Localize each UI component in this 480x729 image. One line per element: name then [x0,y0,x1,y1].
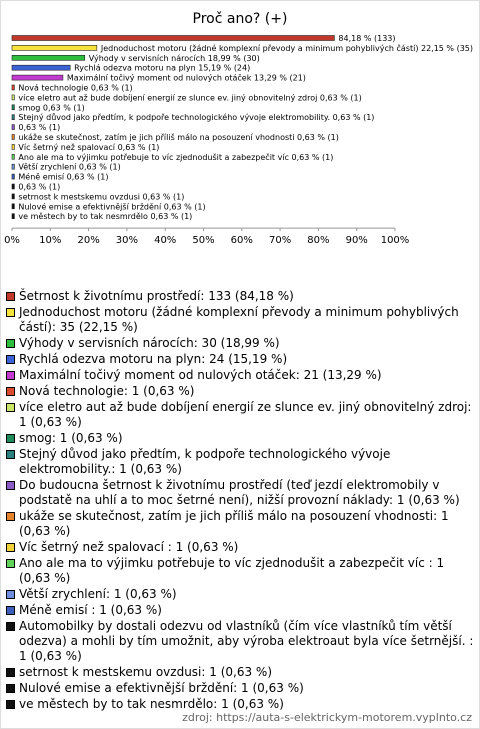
legend-label: Nulové emise a efektivnější brždění: 1 (0,63 %) [19,681,304,695]
x-tick-label: 10% [39,235,62,247]
legend-swatch [6,481,15,490]
bar-data-label: Nová technologie 0,63 % (1) [18,83,133,93]
legend-item [6,384,474,399]
legend-swatch [6,559,15,568]
x-tick-label: 70% [268,235,292,247]
x-tick-label: 0% [4,235,20,247]
bar [12,115,14,120]
bar [12,174,14,179]
bar [12,164,14,169]
legend-label: Větší zrychlení: 1 (0,63 %) [19,587,177,601]
x-tick-label: 30% [115,235,139,247]
bar-data-label: ukáže se skutečnost, zatím je jich příliš málo na posouzení vhodnosti 0,63 % (1) [18,133,339,142]
legend-swatch [6,434,15,443]
legend-label: ve městech by to tak nesmrdělo: 1 (0,63 %) [19,697,284,711]
legend-swatch [6,355,15,364]
legend-label: Automobilky by dostali odezvu od vlastníků (čím více vlastníků tím větší odezva) a mohli by tím umožnit, aby výroba elektroaut byla více šetrnější. : 1 (0,63 %) [19,619,474,663]
legend-item [6,368,474,383]
legend-item [6,336,474,351]
x-tick-label: 100% [380,235,410,247]
bar [12,95,14,100]
bar-data-label: Výhody v servisních nárocích 18,99 % (30) [88,53,260,63]
bar [12,154,14,159]
legend-swatch [6,543,15,552]
bar-data-label: Jednoduchost motoru (žádné komplexní převody a minimum pohyblivých částí) 22,15 % (35) [100,43,474,53]
bar [12,125,14,130]
bar [12,105,14,110]
bar [12,204,14,209]
legend-label: Maximální točivý moment od nulových otáček: 21 (13,29 %) [19,368,382,382]
legend-item [6,603,474,618]
legend-swatch [6,684,15,693]
legend-item [6,400,474,430]
legend-item [6,478,474,508]
x-tick-label: 90% [345,235,368,247]
legend-label: Šetrnost k životnímu prostředí: 133 (84,18 %) [19,289,294,303]
legend-item [6,509,474,539]
bar-data-label: 84,18 % (133) [338,34,396,43]
bar-data-label: smog 0,63 % (1) [18,103,85,113]
legend-label: Méně emisí : 1 (0,63 %) [19,603,162,617]
bar-data-label: setrnost k mestskemu ovzdusi 0,63 % (1) [18,192,185,202]
bar [12,75,63,80]
legend-item [6,587,474,602]
legend-item [6,431,474,446]
legend [6,289,474,713]
legend-item [6,447,474,477]
legend-swatch [6,292,15,301]
legend-label: setrnost k mestskemu ovzdusi: 1 (0,63 %) [19,665,272,679]
bar-data-label: 0,63 % (1) [18,182,61,192]
chart-title: Proč ano? (+) [192,11,288,27]
legend-label: Nová technologie: 1 (0,63 %) [19,384,195,398]
bar-data-label: 0,63 % (1) [18,123,61,133]
source-link[interactable]: zdroj: https://auta-s-elektrickym-motorem.vyplnto.cz [182,711,472,724]
legend-label: ukáže se skutečnost, zatím je jich příliš málo na posouzení vhodnosti: 1 (0,63 %) [19,509,449,538]
legend-item [6,697,474,712]
legend-label: Ano ale ma to výjimku potřebuje to víc zjednodušit a zabezpečit víc : 1 (0,63 %) [19,556,445,585]
bar-data-label: více eletro aut až bude dobíjení energií ze slunce ev. jiný obnovitelný zdroj 0,63 % (1) [18,93,362,103]
legend-label: Rychlá odezva motoru na plyn: 24 (15,19 %) [19,352,288,366]
chart-plot [0,0,480,290]
bar-data-label: Nulové emise a efektivnější brždění 0,63 % (1) [18,202,206,212]
legend-swatch [6,512,15,521]
legend-item [6,556,474,586]
legend-label: více eletro aut až bude dobíjení energií ze slunce ev. jiný obnovitelný zdroj: 1 (0,63 %) [19,400,472,429]
legend-swatch [6,450,15,459]
bar [12,85,14,90]
legend-swatch [6,668,15,677]
bar [12,184,14,189]
legend-label: Víc šetrný než spalovací : 1 (0,63 %) [19,540,239,554]
legend-item [6,352,474,367]
bar [12,144,14,149]
legend-swatch [6,700,15,709]
legend-item [6,540,474,555]
legend-swatch [6,387,15,396]
bar [12,36,334,41]
legend-swatch [6,308,15,317]
bar [12,135,14,140]
bar [12,55,85,60]
legend-label: smog: 1 (0,63 %) [19,431,123,445]
x-tick-label: 80% [307,235,330,247]
legend-item [6,665,474,680]
x-tick-label: 60% [230,235,253,247]
bar-data-label: Stejný důvod jako předtím, k podpoře technologického vývoje elektromobility. 0,63 % (1) [18,113,375,123]
legend-item [6,305,474,335]
bar [12,45,97,50]
legend-label: Do budoucna šetrnost k životnímu prostředí (teď jezdí elektromobily v podstatě na uhlí a to moc šetrné není), nižší provozní náklady: 1 (0,63 %) [19,478,460,507]
legend-label: Jednoduchost motoru (žádné komplexní převody a minimum pohyblivých částí): 35 (22,15 %) [19,305,459,334]
bar [12,65,70,70]
x-tick-label: 20% [77,235,100,247]
legend-item [6,619,474,664]
legend-swatch [6,590,15,599]
legend-swatch [6,606,15,615]
bar [12,214,14,219]
legend-swatch [6,371,15,380]
legend-swatch [6,339,15,348]
bar-data-label: ve městech by to tak nesmrdělo 0,63 % (1) [18,212,193,222]
legend-item [6,289,474,304]
legend-swatch [6,622,15,631]
bar [12,194,14,199]
legend-item [6,681,474,696]
legend-label: Výhody v servisních nárocích: 30 (18,99 %) [19,336,280,350]
bar-data-label: Méně emisí 0,63 % (1) [18,172,109,182]
x-tick-label: 40% [154,235,177,247]
bar-data-label: Ano ale ma to výjimku potřebuje to víc zjednodušit a zabezpečit víc 0,63 % (1) [18,152,334,162]
legend-swatch [6,403,15,412]
bar-data-label: Rychlá odezva motoru na plyn 15,19 % (24) [74,63,251,73]
legend-label: Stejný důvod jako předtím, k podpoře technologického vývoje elektromobility.: 1 (0,63 %) [19,447,391,476]
x-tick-label: 50% [192,235,215,247]
bar-data-label: Maximální točivý moment od nulových otáček 13,29 % (21) [66,73,306,83]
bar-data-label: Víc šetrný než spalovací 0,63 % (1) [18,142,160,152]
bar-data-label: Větší zrychlení 0,63 % (1) [18,162,121,172]
